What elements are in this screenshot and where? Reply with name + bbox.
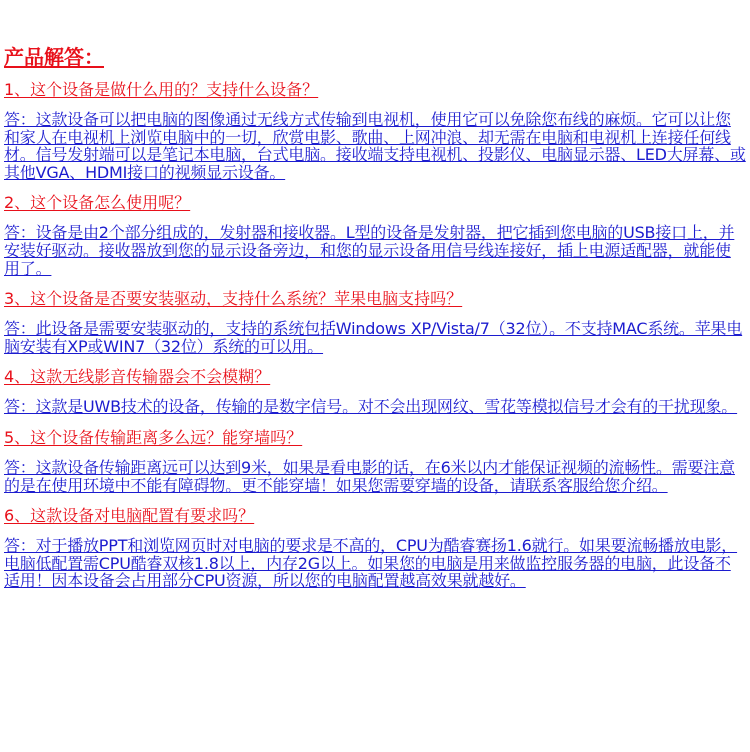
- faq-question-6: 6、这款设备对电脑配置有要求吗？: [4, 506, 255, 526]
- faq-question-1: 1、这个设备是做什么用的？支持什么设备？: [4, 80, 319, 99]
- faq-question-4: 4、这款无线影音传输器会不会模糊？: [4, 367, 271, 387]
- faq-question-2: 2、这个设备怎么使用呢？: [4, 193, 191, 213]
- page-title: 产品解答：: [4, 45, 104, 69]
- faq-item-2: [4, 193, 746, 277]
- faq-answer-5: 答：这款设备传输距离远可以达到9米，如果是看电影的话，在6米以内才能保证视频的流畅性。需要注意的是在使用环境中不能有障碍物。更不能穿墙！如果您需要穿墙的设备，请联系客服给您介绍。: [4, 457, 735, 495]
- faq-question-5: 5、这个设备传输距离多么远？能穿墙吗？: [4, 427, 303, 447]
- faq-item-4: [4, 367, 746, 416]
- faq-item-1: [4, 80, 746, 181]
- faq-answer-2: 答：设备是由2个部分组成的，发射器和接收器。L型的设备是发射器，把它插到您电脑的USB接口上，并安装好驱动。接收器放到您的显示设备旁边，和您的显示设备用信号线连接好，插上电源适配器，就能使用了。: [4, 223, 735, 278]
- faq-question-3: 3、这个设备是否要安装驱动，支持什么系统？苹果电脑支持吗？: [4, 289, 463, 309]
- faq-item-6: [4, 506, 746, 590]
- faq-item-5: [4, 428, 746, 494]
- faq-answer-6: 答：对于播放PPT和浏览网页时对电脑的要求是不高的，CPU为酷睿赛扬1.6就行。如果要流畅播放电影，电脑低配置需CPU酷睿双核1.8以上，内存2G以上。如果您的电脑是用来做监控服务器的电脑，此设备不适用！因本设备会占用部分CPU资源，所以您的电脑配置越高效果就越好。: [4, 536, 738, 591]
- faq-item-3: [4, 289, 746, 355]
- faq-answer-3: 答：此设备是需要安装驱动的，支持的系统包括Windows XP/Vista/7（32位）。不支持MAC系统。苹果电脑安装有XP或WIN7（32位）系统的可以用。: [4, 319, 743, 356]
- faq-answer-1: 答：这款设备可以把电脑的图像通过无线方式传输到电视机，使用它可以免除您布线的麻烦。它可以让您和家人在电视机上浏览电脑中的一切，欣赏电影、歌曲、上网冲浪、却无需在电脑和电视机上连接任何线材。信号发射端可以是笔记本电脑，台式电脑。接收端支持电视机、投影仪、电脑显示器、LED大屏幕、或其他VGA、HDMI接口的视频显示设备。: [4, 110, 746, 182]
- faq-answer-4: 答：这款是UWB技术的设备，传输的是数字信号。对不会出现网纹、雪花等模拟信号才会有的干扰现象。: [4, 397, 738, 417]
